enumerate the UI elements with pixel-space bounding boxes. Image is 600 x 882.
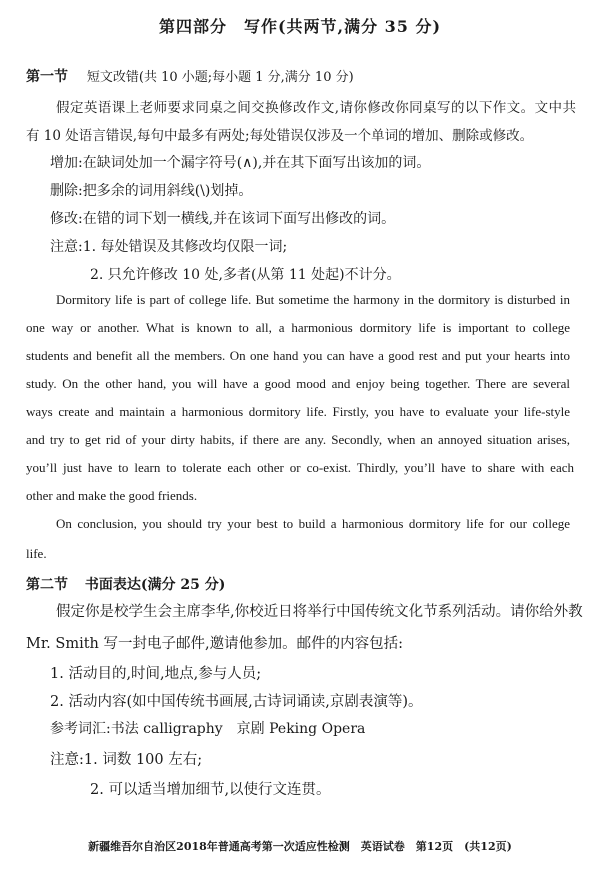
essay-line: study. On the other hand, you will have a good mood and enjoy being together. There are several: [26, 376, 570, 391]
essay-line: life.: [26, 546, 47, 561]
essay-line: one way or another. What is known to all, a harmonious dormitory life is important to college: [26, 320, 570, 335]
section2-heading-label: 第二节: [26, 577, 68, 593]
essay-line: students and benefit all the members. On one hand you can have a good rest and put your hearts into: [26, 348, 570, 363]
page-footer: 新疆维吾尔自治区2018年普通高考第一次适应性检测 英语试卷 第12页 (共12页): [88, 840, 512, 853]
rule-delete: 删除:把多余的词用斜线(\)划掉。: [50, 183, 253, 199]
section2-heading: [26, 574, 225, 594]
section1-intro-line2: 有 10 处语言错误,每句中最多有两处;每处错误仅涉及一个单词的增加、删除或修改。: [26, 128, 534, 144]
content-item-1: 1. 活动目的,时间,地点,参与人员;: [50, 666, 262, 682]
section1-intro-line1: 假定英语课上老师要求同桌之间交换修改作文,请你修改你同桌写的以下作文。文中共: [56, 100, 576, 116]
section2-note2: 2. 可以适当增加细节,以使行文连贯。: [90, 782, 331, 798]
rule-add: 增加:在缺词处加一个漏字符号(∧),并在其下面写出该加的词。: [50, 155, 431, 171]
note2: 2. 只允许修改 10 处,多者(从第 11 处起)不计分。: [90, 267, 401, 283]
essay-line: Dormitory life is part of college life. But sometime the harmony in the dormitory is disturbed in: [56, 292, 570, 307]
essay-line: you’ll just have to learn to tolerate each other or co-exist. Thirdly, you’ll have to share with each: [26, 460, 574, 475]
note1: 注意:1. 每处错误及其修改均仅限一词;: [50, 239, 288, 255]
essay-line: and try to get rid of your dirty habits, if there are any. Secondly, when an annoyed situation arises,: [26, 432, 570, 447]
essay-line: other and make the good friends.: [26, 488, 198, 503]
section1-heading-label: 第一节: [26, 69, 68, 85]
essay-line: ways create and maintain a harmonious dormitory life. Firstly, you have to evaluate your life-style: [26, 404, 570, 419]
section2-intro-line2: Mr. Smith 写一封电子邮件,邀请他参加。邮件的内容包括:: [26, 636, 403, 652]
section2-heading-detail: 书面表达(满分 25 分): [84, 577, 226, 593]
part-title: 第四部分 写作(共两节,满分 35 分): [158, 17, 442, 36]
section1-heading: [26, 66, 354, 86]
reference-vocab: 参考词汇:书法 calligraphy 京剧 Peking Opera: [50, 721, 366, 737]
section2-intro-line1: 假定你是校学生会主席李华,你校近日将举行中国传统文化节系列活动。请你给外教: [56, 604, 583, 620]
content-item-2: 2. 活动内容(如中国传统书画展,古诗词诵读,京剧表演等)。: [50, 694, 423, 710]
section1-heading-detail: 短文改错(共 10 小题;每小题 1 分,满分 10 分): [86, 70, 354, 85]
section2-note1: 注意:1. 词数 100 左右;: [50, 752, 203, 768]
essay-line: On conclusion, you should try your best to build a harmonious dormitory life for our college: [56, 516, 570, 531]
rule-modify: 修改:在错的词下划一横线,并在该词下面写出修改的词。: [50, 211, 396, 227]
